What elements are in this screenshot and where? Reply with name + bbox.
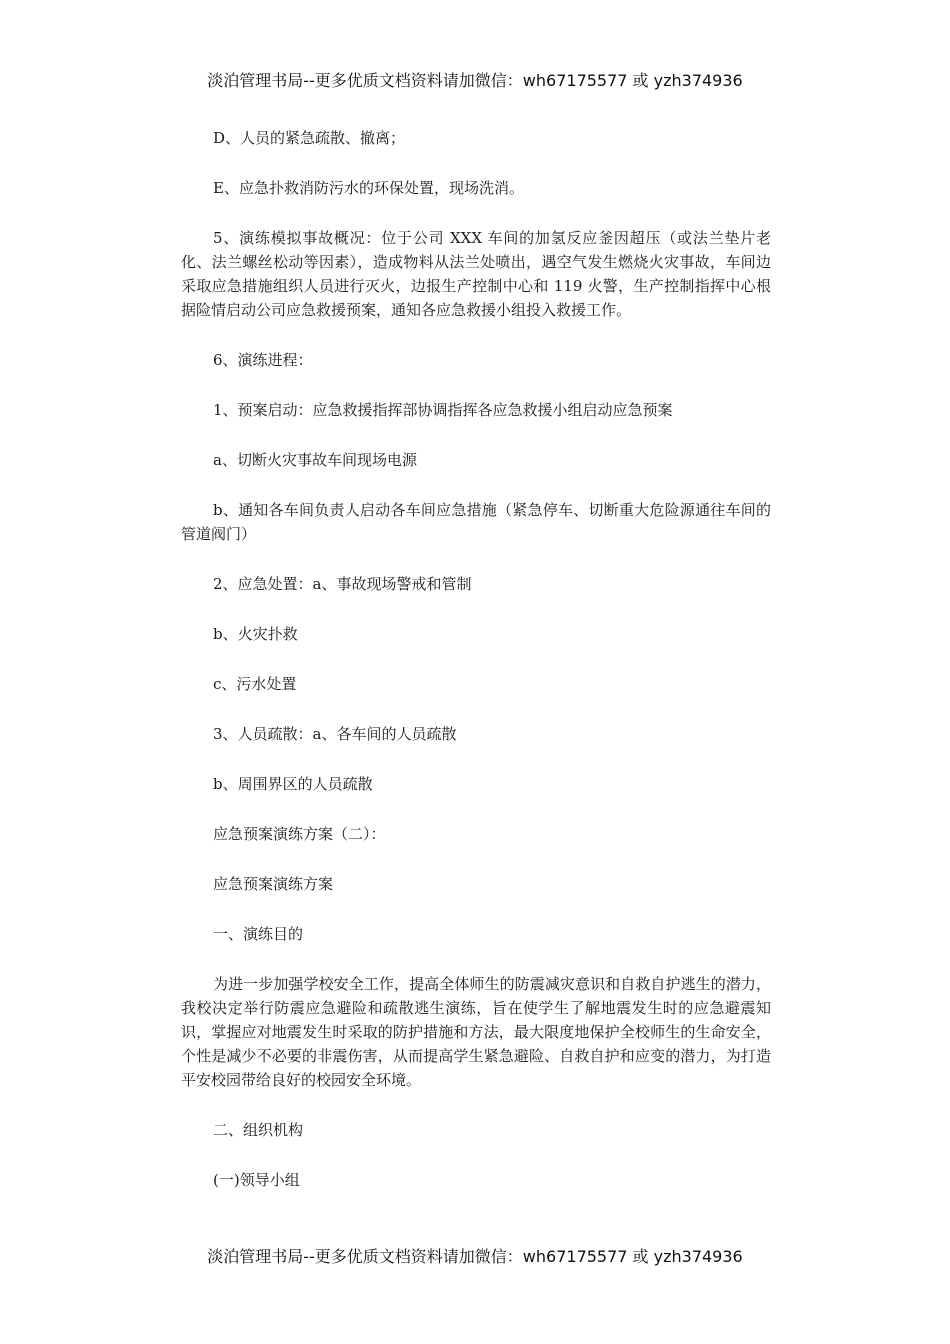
heading: 二、组织机构 — [213, 1121, 304, 1139]
paragraph: 1、预案启动：应急救援指挥部协调指挥各应急救援小组启动应急预案 — [213, 401, 673, 419]
document-body — [181, 126, 771, 1192]
section-title: 应急预案演练方案 — [213, 875, 334, 893]
subheading: (一)领导小组 — [213, 1171, 300, 1189]
page-header: 淡泊管理书局--更多优质文档资料请加微信：wh67175577 或 yzh374936 — [207, 71, 743, 90]
heading: 一、演练目的 — [213, 925, 304, 943]
paragraph: a、切断火灾事故车间现场电源 — [213, 451, 417, 469]
paragraph: E、应急扑救消防污水的环保处置，现场洗消。 — [213, 179, 524, 197]
paragraph: 为进一步加强学校安全工作，提高全体师生的防震减灾意识和自救自护逃生的潜力，我校决定举行防震应急避险和疏散逃生演练，旨在使学生了解地震发生时的应急避震知识，掌握应对地震发生时采取的防护措施和方法，最大限度地保护全校师生的生命安全，个性是减少不必要的非震伤害，从而提高学生紧急避险、自救自护和应变的潜力，为打造平安校园带给良好的校园安全环境。 — [181, 975, 771, 1089]
paragraph: c、污水处置 — [213, 675, 297, 693]
paragraph: 2、应急处置：a、事故现场警戒和管制 — [213, 575, 472, 593]
paragraph: b、通知各车间负责人启动各车间应急措施（紧急停车、切断重大危险源通往车间的管道阀门） — [181, 501, 771, 543]
paragraph: D、人员的紧急疏散、撤离； — [213, 129, 406, 147]
paragraph: b、火灾扑救 — [213, 625, 298, 643]
paragraph: 6、演练进程： — [213, 351, 313, 369]
page-footer: 淡泊管理书局--更多优质文档资料请加微信：wh67175577 或 yzh374936 — [207, 1247, 743, 1266]
paragraph: 3、人员疏散：a、各车间的人员疏散 — [213, 725, 457, 743]
paragraph: b、周围界区的人员疏散 — [213, 775, 373, 793]
section-title: 应急预案演练方案（二）： — [213, 825, 386, 843]
paragraph: 5、演练模拟事故概况：位于公司 XXX 车间的加氢反应釜因超压（或法兰垫片老化、法兰螺丝松动等因素），造成物料从法兰处喷出，遇空气发生燃烧火灾事故，车间边采取应急措施组织人员进行灭火，边报生产控制中心和 119 火警，生产控制指挥中心根据险情启动公司应急救援预案，通知各应急救援小组投入救援工作。 — [181, 229, 771, 319]
